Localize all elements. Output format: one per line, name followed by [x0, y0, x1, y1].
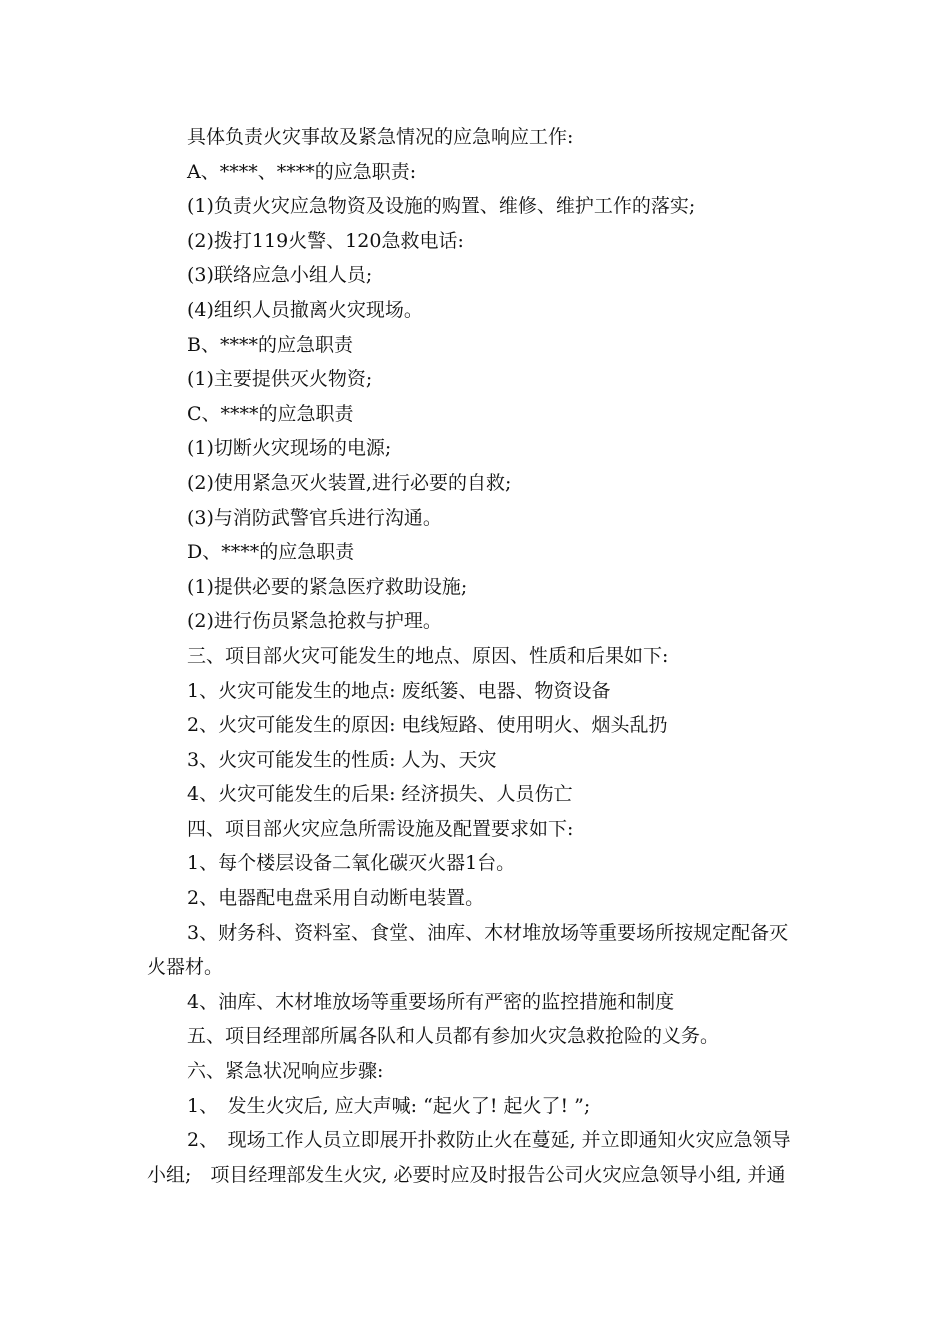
list-item: 1、 发生火灾后, 应大声喊: “起火了! 起火了! ”; [187, 1094, 591, 1117]
section-a-heading: A、****、****的应急职责: [187, 160, 417, 183]
list-item: (2)使用紧急灭火装置,进行必要的自救; [187, 471, 512, 494]
list-item: 1、火灾可能发生的地点: 废纸篓、电器、物资设备 [187, 679, 611, 702]
list-item: 4、火灾可能发生的后果: 经济损失、人员伤亡 [187, 783, 573, 806]
list-item: 3、财务科、资料室、食堂、油库、木材堆放场等重要场所按规定配备灭 [187, 921, 789, 944]
list-item: (3)联络应急小组人员; [187, 264, 373, 287]
list-item: (1)负责火灾应急物资及设施的购置、维修、维护工作的落实; [187, 195, 696, 218]
list-item: 2、电器配电盘采用自动断电装置。 [187, 887, 485, 910]
section-3-heading: 三、项目部火灾可能发生的地点、原因、性质和后果如下: [187, 644, 669, 667]
list-item: 2、 现场工作人员立即展开扑救防止火在蔓延, 并立即通知火灾应急领导 [187, 1129, 791, 1152]
list-item: (1)提供必要的紧急医疗救助设施; [187, 575, 468, 598]
list-item: (3)与消防武警官兵进行沟通。 [187, 506, 442, 529]
section-b-heading: B、****的应急职责 [187, 333, 353, 356]
list-item: 4、油库、木材堆放场等重要场所有严密的监控措施和制度 [187, 990, 675, 1013]
list-item: (2)拨打119火警、120急救电话: [187, 229, 464, 252]
list-item: (1)主要提供灭火物资; [187, 368, 373, 391]
section-6-heading: 六、紧急状况响应步骤: [187, 1060, 384, 1083]
list-item: (2)进行伤员紧急抢救与护理。 [187, 610, 442, 633]
list-item: 1、每个楼层设备二氧化碳灭火器1台。 [187, 852, 516, 875]
section-5-heading: 五、项目经理部所属各队和人员都有参加火灾急救抢险的义务。 [187, 1025, 720, 1048]
list-item: (4)组织人员撤离火灾现场。 [187, 298, 423, 321]
list-item: 3、火灾可能发生的性质: 人为、天灾 [187, 748, 497, 771]
section-c-heading: C、****的应急职责 [187, 402, 354, 425]
list-item-continuation: 小组; 项目经理部发生火灾, 必要时应及时报告公司火灾应急领导小组, 并通 [147, 1163, 786, 1186]
list-item-continuation: 火器材。 [147, 956, 224, 979]
paragraph-line: 具体负责火灾事故及紧急情况的应急响应工作: [187, 126, 574, 148]
section-d-heading: D、****的应急职责 [187, 541, 355, 564]
document-body [147, 120, 807, 1192]
section-4-heading: 四、项目部火灾应急所需设施及配置要求如下: [187, 817, 574, 840]
list-item: 2、火灾可能发生的原因: 电线短路、使用明火、烟头乱扔 [187, 714, 668, 737]
list-item: (1)切断火灾现场的电源; [187, 437, 392, 460]
